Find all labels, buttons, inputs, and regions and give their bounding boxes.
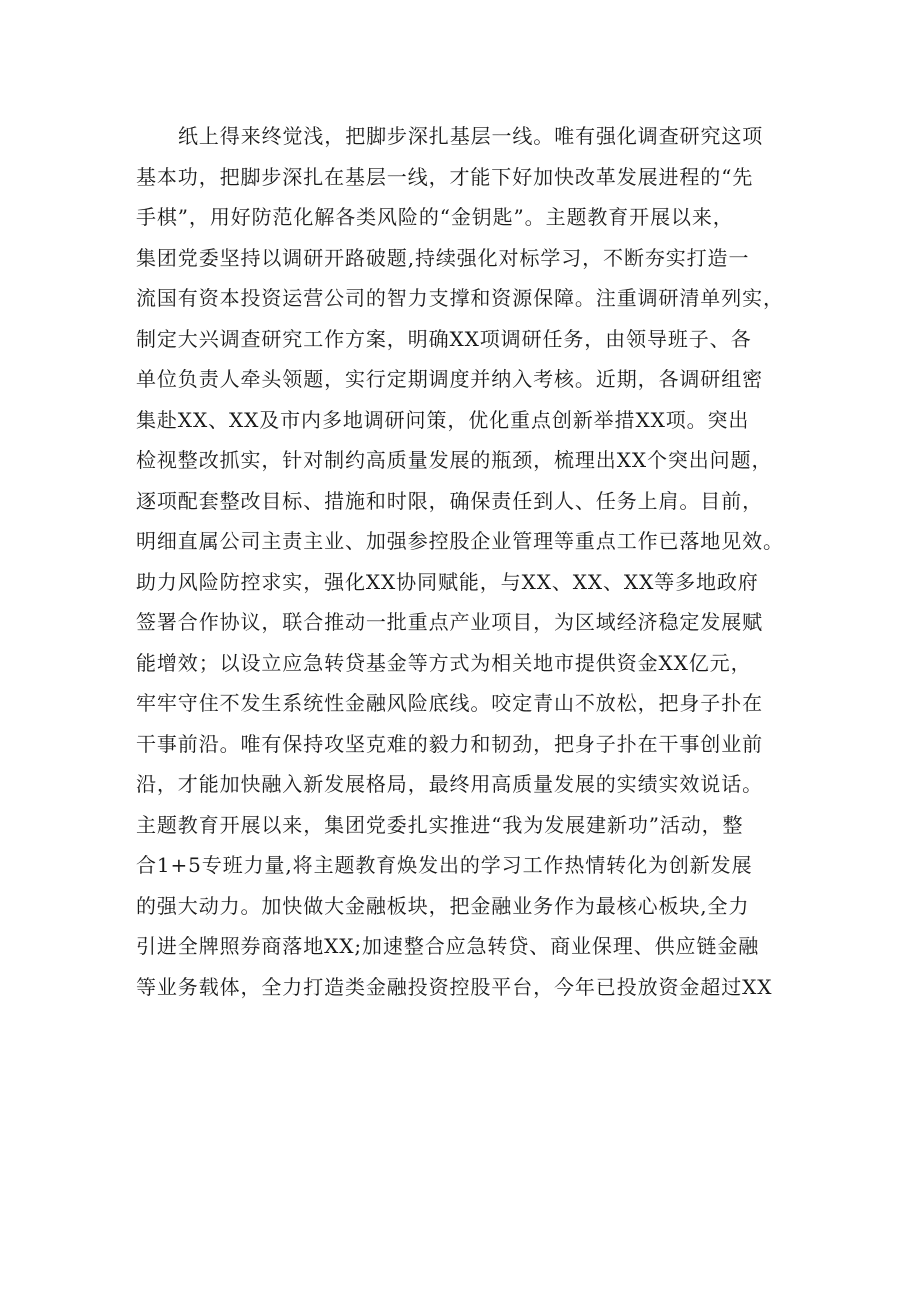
text-line: 主题教育开展以来，集团党委扎实推进“我为发展建新功”活动，整 <box>136 812 744 837</box>
text-line: 纸上得来终觉浅，把脚步深扎基层一线。唯有强化调查研究这项 <box>178 124 764 148</box>
body-text <box>136 116 800 1007</box>
text-line: 检视整改抓实，针对制约高质量发展的瓶颈，梳理出XX个突出问题， <box>136 448 773 472</box>
text-line: 能增效；以设立应急转贷基金等方式为相关地市提供资金XX亿元， <box>136 650 752 675</box>
text-line: 制定大兴调查研究工作方案，明确XX项调研任务，由领导班子、各 <box>136 326 752 351</box>
text-line: 引进全牌照券商落地XX;加速整合应急转贷、商业保理、供应链金融 <box>136 934 760 958</box>
text-line: 签署合作协议，联合推动一批重点产业项目，为区域经济稳定发展赋 <box>136 610 763 634</box>
text-line: 助力风险防控求实，强化XX协同赋能，与XX、XX、XX等多地政府 <box>136 569 759 594</box>
text-line: 基本功，把脚步深扎在基层一线，才能下好加快改革发展进程的“先 <box>136 164 754 189</box>
text-line: 的强大动力。加快做大金融板块，把金融业务作为最核心板块,全力 <box>136 893 750 918</box>
text-line: 逐项配套整改目标、措施和时限，确保责任到人、任务上肩。目前， <box>136 488 763 513</box>
text-line: 干事前沿。唯有保持攻坚克难的毅力和韧劲，把身子扑在干事创业前 <box>136 731 763 756</box>
text-line: 流国有资本投资运营公司的智力支撑和资源保障。注重调研清单列实， <box>136 286 784 310</box>
text-line: 牢牢守住不发生系统性金融风险底线。咬定青山不放松，把身子扑在 <box>136 691 763 715</box>
text-line: 等业务载体，全力打造类金融投资控股平台，今年已投放资金超过XX <box>136 974 773 999</box>
text-line: 沿，才能加快融入新发展格局，最终用高质量发展的实绩实效说话。 <box>136 772 763 796</box>
text-line: 合1+5专班力量,将主题教育焕发出的学习工作热情转化为创新发展 <box>136 853 753 877</box>
text-line: 手棋”，用好防范化解各类风险的“金钥匙”。主题教育开展以来， <box>136 205 734 229</box>
text-line: 集团党委坚持以调研开路破题,持续强化对标学习，不断夯实打造一 <box>136 245 750 270</box>
text-line: 单位负责人牵头领题，实行定期调度并纳入考核。近期，各调研组密 <box>136 367 763 391</box>
text-line: 明细直属公司主责主业、加强参控股企业管理等重点工作已落地见效。 <box>136 529 784 553</box>
text-line: 集赴XX、XX及市内多地调研问策，优化重点创新举措XX项。突出 <box>136 407 750 432</box>
